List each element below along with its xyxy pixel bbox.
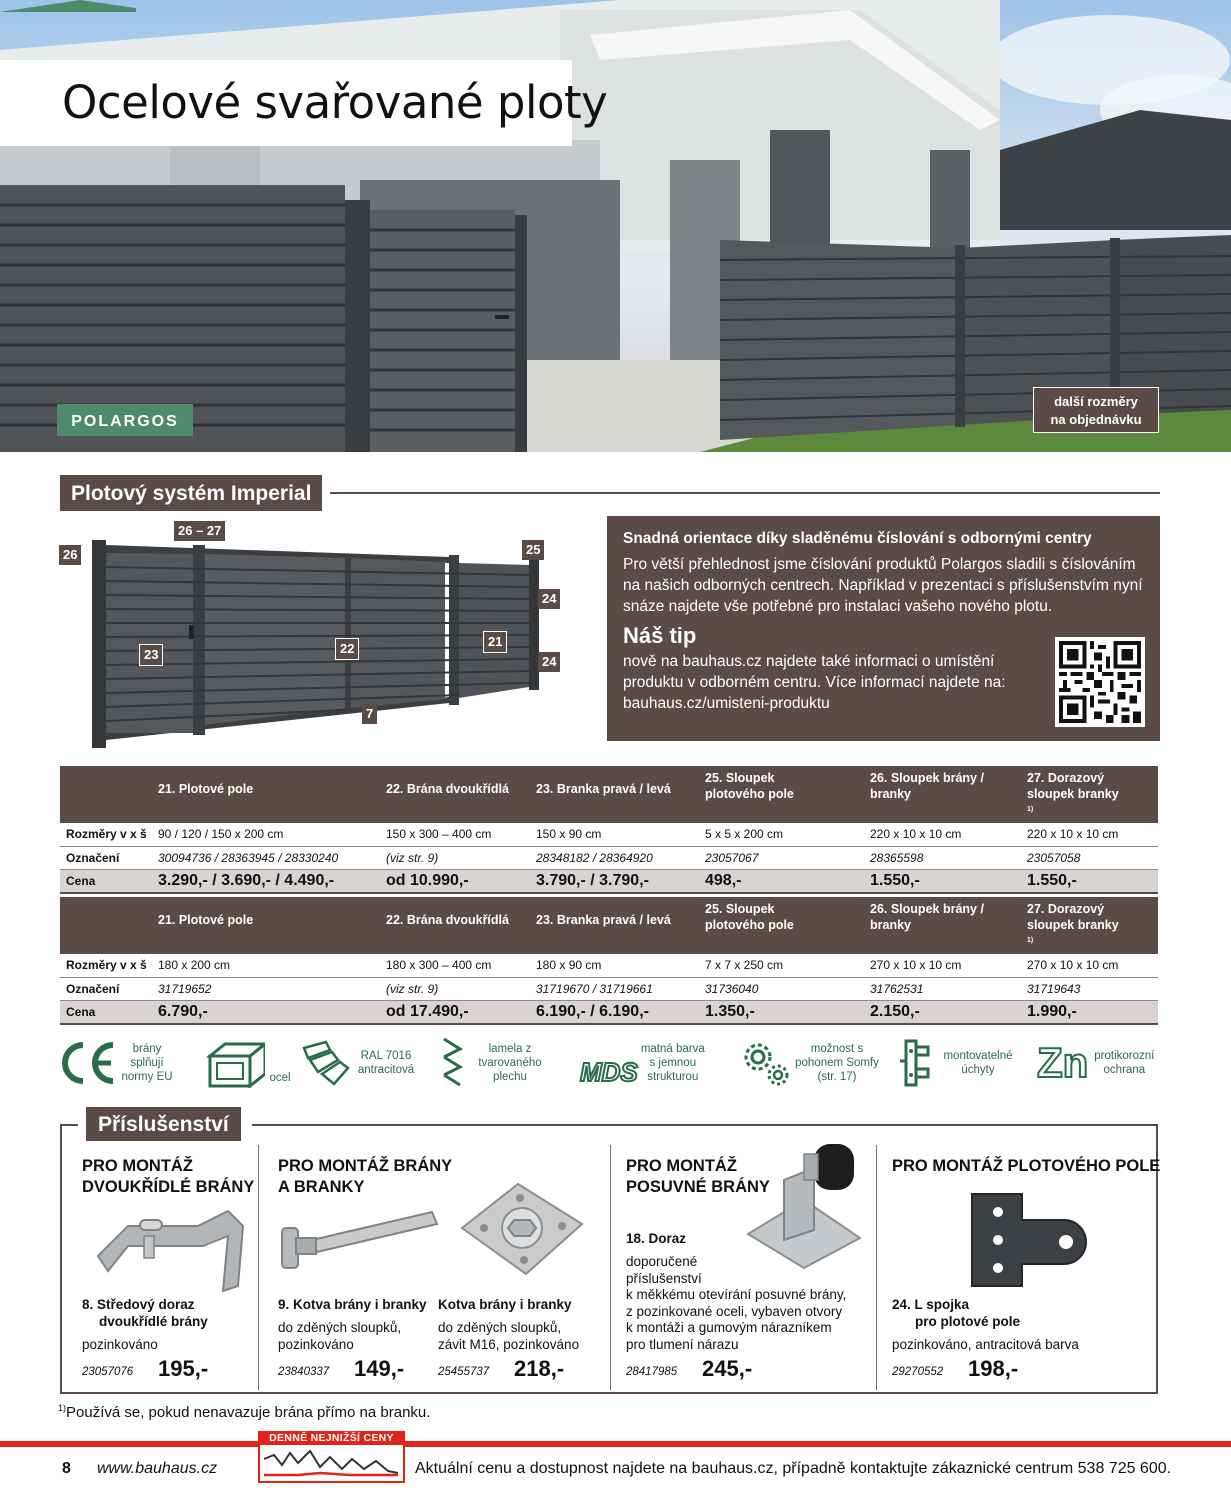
product-code: 23840337 [278, 1366, 330, 1378]
table-header-cell: 21. Plotové pole [158, 897, 386, 954]
footnote-marker: 1) [58, 1403, 67, 1413]
product-name-line: 24. L spojka [892, 1297, 970, 1312]
table-header-cell: 27. Dorazový sloupek branky$^{1)}$ [1027, 897, 1158, 954]
row-header: Cena [60, 869, 158, 893]
product-name-line: dvoukřídlé brány [99, 1314, 208, 1329]
spec-table-tall [60, 897, 1158, 1025]
label-24-bottom: 24 [538, 652, 560, 672]
gear-icon [738, 1035, 794, 1091]
accessories-separator [610, 1145, 611, 1390]
spec-table-standard [60, 766, 1158, 894]
website-link[interactable]: www.bauhaus.cz [97, 1460, 218, 1477]
product-description-line: do zděných sloupků, [278, 1320, 402, 1335]
table-header-cell: 21. Plotové pole [158, 766, 386, 823]
feature-ce [55, 1035, 175, 1091]
product-name: 9. Kotva brány i branky [278, 1297, 427, 1312]
product-description: pozinkováno, antracitová barva [892, 1337, 1079, 1352]
row-header: Rozměry v x š [60, 823, 158, 846]
accessories-separator [876, 1145, 877, 1390]
table-cell: 31736040 [705, 977, 870, 1000]
feature-somfy-text: možnost s pohonem Somfy (str. 17) [795, 1043, 879, 1083]
table-cell: 23057067 [705, 846, 870, 869]
table-cell: 30094736 / 28363945 / 28330240 [158, 846, 386, 869]
table-cell: 23057058 [1027, 846, 1158, 869]
product-description-line: doporučené [626, 1254, 698, 1269]
table-cell: 270 x 10 x 10 cm [1027, 954, 1158, 977]
feature-zn [1037, 1035, 1160, 1091]
product-description-line: z pozinkované oceli, vybaven otvory [626, 1303, 843, 1319]
table-row [60, 846, 1158, 869]
sliding-gate-stop-product-image [744, 1140, 864, 1270]
product-name [82, 1296, 208, 1330]
center-stop-product-image [88, 1206, 248, 1296]
product-description [438, 1320, 579, 1353]
group-heading-line: POSUVNÉ BRÁNY [626, 1178, 770, 1196]
table-cell: 180 x 300 – 400 cm [386, 954, 536, 977]
table-cell: 31719643 [1027, 977, 1158, 1000]
label-26: 26 [59, 545, 81, 565]
table-cell: 220 x 10 x 10 cm [870, 823, 1027, 846]
table-header-cell [60, 897, 158, 954]
accessories-title: Příslušenství [86, 1107, 241, 1141]
group-heading [82, 1156, 254, 1198]
group-heading-line: PRO MONTÁŽ [82, 1157, 193, 1175]
table-cell: 28348182 / 28364920 [536, 846, 705, 869]
product-price: 195,- [158, 1356, 209, 1381]
product-description-line: do zděných sloupků, [438, 1320, 562, 1335]
anchor-plate-product-image [458, 1178, 586, 1278]
product-description [278, 1320, 401, 1353]
product-name-line: pro plotové pole [915, 1314, 1021, 1329]
table-cell: 5 x 5 x 200 cm [705, 823, 870, 846]
polargos-logo: POLARGOS [57, 404, 193, 436]
section-title: Plotový systém Imperial [60, 475, 322, 511]
table-cell: 28365598 [870, 846, 1027, 869]
table-cell: 90 / 120 / 150 x 200 cm [158, 823, 386, 846]
l-bracket-product-image [964, 1190, 1094, 1290]
gate-anchor-product-image [272, 1200, 442, 1280]
table-row [60, 977, 1158, 1000]
product-name: 18. Doraz [626, 1231, 687, 1246]
feature-steel [205, 1035, 295, 1091]
price-cell: 1.350,- [705, 1000, 870, 1024]
product-description [626, 1254, 846, 1353]
accessories-top-line [252, 1124, 1158, 1126]
group-heading-line: A BRANKY [278, 1178, 365, 1196]
product-description-line: pro tlumení nárazu [626, 1336, 739, 1352]
feature-steel-text: ocel [269, 1072, 291, 1084]
row-header: Cena [60, 1000, 158, 1024]
table-row [60, 823, 1158, 846]
group-heading-line: DVOUKŘÍDLÉ BRÁNY [82, 1178, 255, 1196]
price-cell: 1.550,- [870, 869, 1027, 893]
table-cell: 180 x 200 cm [158, 954, 386, 977]
price-cell: od 17.490,- [386, 1000, 536, 1024]
product-code: 29270552 [892, 1366, 944, 1378]
product-name-line: 8. Středový doraz [82, 1297, 195, 1312]
row-header: Rozměry v x š [60, 954, 158, 977]
label-22: 22 [335, 638, 359, 660]
table-header-cell: 25. Sloupek plotového pole [705, 766, 870, 823]
table-row [60, 954, 1158, 977]
feature-mount-text: montovatelné úchyty [943, 1050, 1013, 1076]
group-heading-line: PRO MONTÁŽ [626, 1157, 737, 1175]
product-code: 23057076 [82, 1366, 134, 1378]
product-code: 25455737 [438, 1366, 490, 1378]
label-25: 25 [522, 540, 544, 560]
table-cell: 31762531 [870, 977, 1027, 1000]
feature-somfy [738, 1035, 880, 1091]
table-cell: 31719652 [158, 977, 386, 1000]
price-cell: 3.290,- / 3.690,- / 4.490,- [158, 869, 386, 893]
section-divider [330, 492, 1160, 494]
table-cell: 270 x 10 x 10 cm [870, 954, 1027, 977]
price-cell: 1.990,- [1027, 1000, 1158, 1024]
fence-diagram [55, 515, 595, 755]
group-heading [278, 1156, 452, 1198]
row-header: Označení [60, 977, 158, 1000]
fence-system-illustration [55, 515, 595, 755]
zinc-logo-icon: Zn [1037, 1039, 1089, 1086]
product-name [892, 1296, 1020, 1330]
product-price: 149,- [354, 1356, 405, 1381]
color-fan-icon [300, 1038, 352, 1088]
table-header-cell [60, 766, 158, 823]
price-row [60, 869, 1158, 893]
price-cell: 3.790,- / 3.790,- [536, 869, 705, 893]
price-cell: od 10.990,- [386, 869, 536, 893]
table-cell: 180 x 90 cm [536, 954, 705, 977]
product-price: 198,- [968, 1356, 1019, 1381]
feature-mds [580, 1035, 708, 1091]
info-heading: Snadná orientace díky sladěnému číslování s odbornými centry [623, 530, 1092, 547]
price-cell: 6.190,- / 6.190,- [536, 1000, 705, 1024]
product-code: 28417985 [626, 1366, 678, 1378]
product-description-line: závit M16, pozinkováno [438, 1336, 580, 1352]
page-title: Ocelové svařované ploty [62, 76, 608, 129]
mounting-bracket-icon [898, 1037, 932, 1089]
product-price: 245,- [702, 1356, 753, 1381]
info-text: Pro větší přehlednost jsme číslování produktů Polargos sladili s číslováním na našich odborných centrech. Například v prezentaci s příslušenstvím nyní snáze najdete vše potřebné pro instalaci vašeho nového plotu. [623, 556, 1143, 615]
page-number: 8 [62, 1460, 71, 1477]
tip-text: nově na bauhaus.cz najdete také informaci o umístění produktu v odborném centru. Více informací najdete na: bauhaus.cz/umisteni-produktu [623, 653, 1006, 712]
feature-icons-row [55, 1035, 1165, 1095]
label-7: 7 [362, 704, 377, 724]
table-header-cell: 22. Brána dvoukřídlá [386, 897, 536, 954]
lowest-price-label: DENNĚ NEJNIŽŠÍ CENY [258, 1431, 405, 1445]
feature-ral [300, 1035, 420, 1091]
label-21: 21 [483, 631, 507, 653]
product-description-line: k měkkému otevírání posuvné brány, [626, 1287, 847, 1302]
group-heading [892, 1156, 1160, 1177]
product-description-line: k montáži a gumovým nárazníkem [626, 1320, 832, 1335]
tip-title: Náš tip [623, 623, 697, 648]
more-sizes-badge [1033, 387, 1159, 433]
price-row [60, 1000, 1158, 1024]
feature-mount [898, 1035, 1018, 1091]
label-24-top: 24 [538, 589, 560, 609]
polargos-logo-roof-icon [0, 0, 136, 12]
steel-profile-icon [205, 1038, 265, 1088]
table-cell: 7 x 7 x 250 cm [705, 954, 870, 977]
feature-lamella-text: lamela z tvarovaného plechu [478, 1043, 542, 1083]
more-sizes-line1: další rozměry [1054, 394, 1138, 409]
feature-lamella [440, 1035, 550, 1091]
price-cell: 498,- [705, 869, 870, 893]
footnote-text: Používá se, pokud nenavazuje brána přímo na branku. [66, 1404, 431, 1421]
feature-ce-text: brány splňují normy EU [121, 1043, 173, 1083]
label-23: 23 [139, 644, 163, 666]
table-header-cell: 26. Sloupek brány / branky [870, 897, 1027, 954]
product-description-line: příslušenství [626, 1270, 702, 1286]
lamella-profile-icon [440, 1035, 470, 1091]
footnote [58, 1403, 430, 1421]
table-header-cell: 27. Dorazový sloupek branky$^{1)}$ [1027, 766, 1158, 823]
table-header-cell: 22. Brána dvoukřídlá [386, 766, 536, 823]
table-cell: 31719670 / 31719661 [536, 977, 705, 1000]
table-header-cell: 26. Sloupek brány / branky [870, 766, 1027, 823]
price-cell: 2.150,- [870, 1000, 1027, 1024]
label-26-27: 26 – 27 [174, 521, 225, 541]
more-sizes-line2: na objednávku [1050, 412, 1142, 427]
accessories-separator [258, 1145, 259, 1390]
ce-mark-icon [55, 1039, 119, 1087]
table-header-cell: 23. Branka pravá / levá [536, 766, 705, 823]
table-cell: 220 x 10 x 10 cm [1027, 823, 1158, 846]
table-cell: (viz str. 9) [386, 846, 536, 869]
table-cell: (viz str. 9) [386, 977, 536, 1000]
table-header-cell: 23. Branka pravá / levá [536, 897, 705, 954]
product-price: 218,- [514, 1356, 565, 1381]
qr-code-icon[interactable] [1055, 637, 1145, 727]
group-heading-line: PRO MONTÁŽ BRÁNY [278, 1157, 453, 1175]
footer-red-line [0, 1441, 1231, 1447]
footer-note: Aktuální cenu a dostupnost najdete na bauhaus.cz, případně kontaktujte zákaznické centrum 538 725 600. [415, 1460, 1172, 1477]
price-graph-icon [260, 1445, 403, 1481]
group-heading-line: PRO MONTÁŽ PLOTOVÉHO POLE [892, 1157, 1161, 1175]
price-cell: 6.790,- [158, 1000, 386, 1024]
product-description: pozinkováno [82, 1337, 158, 1352]
feature-zn-text: protikorozní ochrana [1094, 1050, 1155, 1076]
feature-mds-text: matná barva s jemnou strukturou [640, 1043, 705, 1083]
table-header-row [60, 766, 1158, 823]
product-description-line: pozinkováno [278, 1336, 354, 1352]
table-cell: 150 x 300 – 400 cm [386, 823, 536, 846]
feature-ral-text: RAL 7016 antracitová [357, 1050, 415, 1076]
product-name: Kotva brány i branky [438, 1297, 572, 1312]
accessories-top-line [60, 1124, 78, 1126]
table-cell: 150 x 90 cm [536, 823, 705, 846]
table-header-cell: 25. Sloupek plotového pole [705, 897, 870, 954]
price-cell: 1.550,- [1027, 869, 1158, 893]
row-header: Označení [60, 846, 158, 869]
mds-logo-icon: MDS [580, 1056, 638, 1087]
table-header-row [60, 897, 1158, 954]
